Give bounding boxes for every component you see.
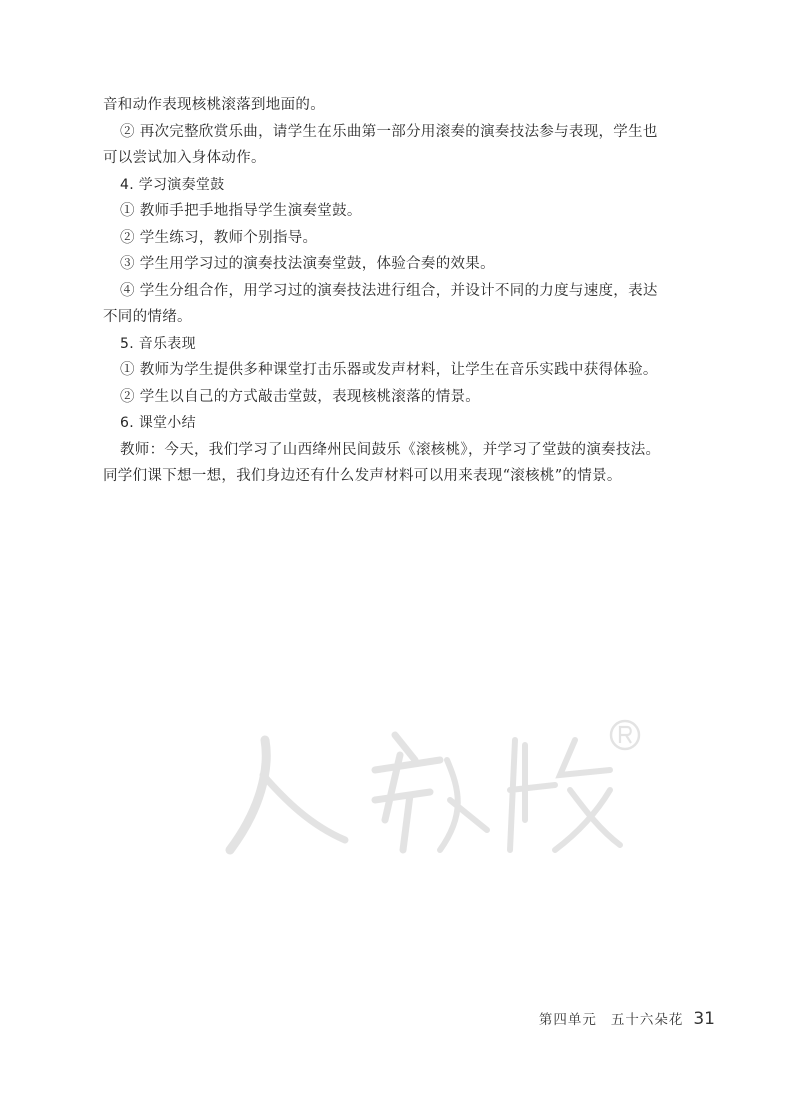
paragraph-line: ② 学生练习，教师个别指导。 xyxy=(120,229,318,246)
paragraph-line: 同学们课下想一想，我们身边还有什么发声材料可以用来表现“滚核桃”的情景。 xyxy=(103,468,622,484)
paragraph-line: ③ 学生用学习过的演奏技法演奏堂鼓，体验合奏的效果。 xyxy=(120,256,495,272)
body-text xyxy=(103,92,723,490)
paragraph-line: ② 再次完整欣赏乐曲，请学生在乐曲第一部分用滚奏的演奏技法参与表现，学生也 xyxy=(120,123,658,140)
paragraph-line: ② 学生以自己的方式敲击堂鼓，表现核桃滚落的情景。 xyxy=(120,388,481,405)
publisher-watermark-logo xyxy=(225,700,645,870)
section-heading: 6. 课堂小结 xyxy=(120,415,196,431)
paragraph-line: 教师：今天，我们学习了山西绛州民间鼓乐《滚核桃》，并学习了堂鼓的演奏技法。 xyxy=(120,441,661,458)
paragraph-line: ① 教师手把手地指导学生演奏堂鼓。 xyxy=(120,203,362,219)
section-heading: 4. 学习演奏堂鼓 xyxy=(120,176,225,193)
footer-unit: 第四单元 xyxy=(538,1012,597,1028)
footer-title: 五十六朵花 xyxy=(610,1012,684,1028)
section-heading: 5. 音乐表现 xyxy=(120,335,196,352)
paragraph-line: 音和动作表现核桃滚落到地面的。 xyxy=(103,97,325,113)
page-footer xyxy=(539,1008,715,1029)
paragraph-line: ① 教师为学生提供多种课堂打击乐器或发声材料，让学生在音乐实践中获得体验。 xyxy=(120,362,658,378)
paragraph-line: 不同的情绪。 xyxy=(103,309,192,325)
page-number: 31 xyxy=(693,1009,715,1029)
paragraph-line: ④ 学生分组合作，用学习过的演奏技法进行组合，并设计不同的力度与速度，表达 xyxy=(120,282,658,299)
paragraph-line: 可以尝试加入身体动作。 xyxy=(103,150,266,166)
